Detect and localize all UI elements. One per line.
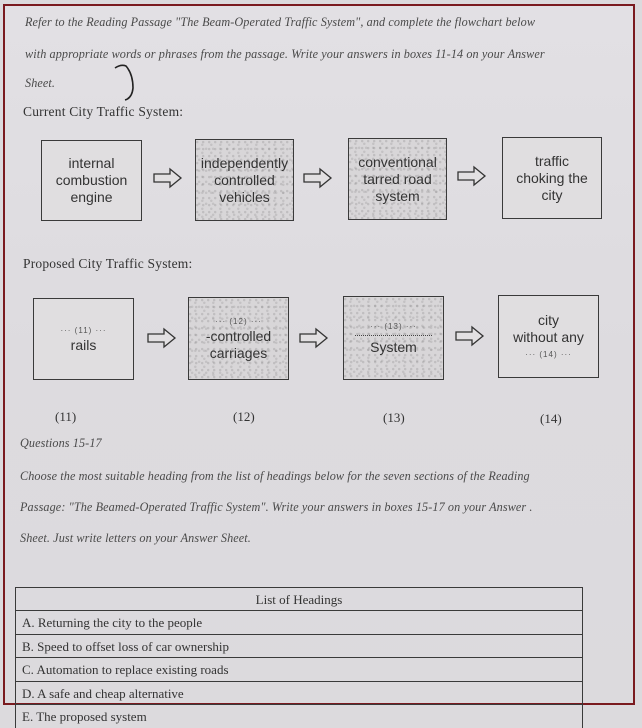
box-text: controlled bbox=[214, 171, 275, 188]
box-text: city bbox=[541, 186, 563, 203]
box-text: carriages bbox=[209, 344, 268, 361]
heading-item-e: E. The proposed system bbox=[15, 704, 583, 728]
box-text: engine bbox=[70, 189, 113, 205]
proposed-box-14 bbox=[498, 295, 599, 378]
box-text: tarred road bbox=[363, 170, 432, 187]
box-text: choking the bbox=[516, 169, 588, 186]
box-text: conventional bbox=[358, 153, 437, 170]
right-arrow-icon bbox=[147, 328, 177, 348]
questions-instruction-line-2: Passage: "The Beamed-Operated Traffic System". Write your answers in boxes 15-17 on your Answer . bbox=[20, 500, 533, 514]
box-text: traffic bbox=[535, 152, 569, 169]
questions-15-17-title: Questions 15-17 bbox=[20, 436, 102, 450]
box-text: vehicles bbox=[219, 188, 270, 205]
box-text: city bbox=[538, 312, 559, 328]
question-number-12: (12) bbox=[233, 409, 255, 424]
questions-instruction-line-3: Sheet. Just write letters on your Answer Sheet. bbox=[20, 531, 251, 545]
box-text: rails bbox=[70, 336, 97, 353]
proposed-system-title: Proposed City Traffic System: bbox=[23, 256, 193, 271]
proposed-box-13 bbox=[343, 296, 444, 380]
right-arrow-icon bbox=[153, 168, 183, 188]
heading-item-d: D. A safe and cheap alternative bbox=[15, 681, 583, 705]
box-text: internal bbox=[68, 155, 115, 171]
questions-instruction-line-1: Choose the most suitable heading from the list of headings below for the seven sections of the Reading bbox=[20, 469, 530, 483]
box-text: system bbox=[375, 187, 420, 204]
current-box-2 bbox=[195, 139, 294, 221]
instruction-line-2: with appropriate words or phrases from the passage. Write your answers in boxes 11-14 on your Answer bbox=[25, 47, 545, 61]
right-arrow-icon bbox=[299, 328, 329, 348]
scanned-page bbox=[3, 4, 635, 724]
current-box-4 bbox=[502, 137, 602, 219]
answer-blank-14[interactable]: ··· (14) ··· bbox=[525, 350, 572, 359]
current-box-3 bbox=[348, 138, 447, 220]
proposed-box-12 bbox=[188, 297, 289, 380]
right-arrow-icon bbox=[303, 168, 333, 188]
box-text: System bbox=[370, 338, 417, 355]
right-arrow-icon bbox=[455, 326, 485, 346]
current-system-title: Current City Traffic System: bbox=[23, 104, 184, 119]
handwritten-bracket-mark bbox=[111, 62, 141, 104]
headings-table-title: List of Headings bbox=[15, 587, 583, 610]
instruction-line-1: Refer to the Reading Passage "The Beam-Operated Traffic System", and complete the flowchart below bbox=[25, 15, 536, 29]
heading-item-b: B. Speed to offset loss of car ownership bbox=[15, 634, 583, 658]
box-text: independently bbox=[200, 154, 289, 171]
answer-blank-11[interactable]: ··· (11) ··· bbox=[60, 325, 107, 335]
answer-blank-13[interactable]: ··· (13) ··· bbox=[370, 321, 417, 331]
headings-table bbox=[15, 587, 583, 728]
proposed-box-11 bbox=[33, 298, 134, 380]
box-text: combustion bbox=[55, 172, 128, 188]
current-box-1 bbox=[41, 140, 142, 221]
heading-item-c: C. Automation to replace existing roads bbox=[15, 657, 583, 681]
box-text: -controlled bbox=[205, 327, 272, 344]
answer-blank-12[interactable]: ··· (12) ··· bbox=[215, 316, 262, 326]
instruction-line-3: Sheet. bbox=[25, 76, 56, 90]
question-number-11: (11) bbox=[55, 409, 77, 424]
dotted-answer-line bbox=[355, 335, 432, 336]
box-text: without any bbox=[513, 329, 584, 345]
heading-item-a: A. Returning the city to the people bbox=[15, 610, 583, 634]
question-number-13: (13) bbox=[383, 410, 405, 425]
question-number-14: (14) bbox=[540, 411, 562, 426]
right-arrow-icon bbox=[457, 166, 487, 186]
